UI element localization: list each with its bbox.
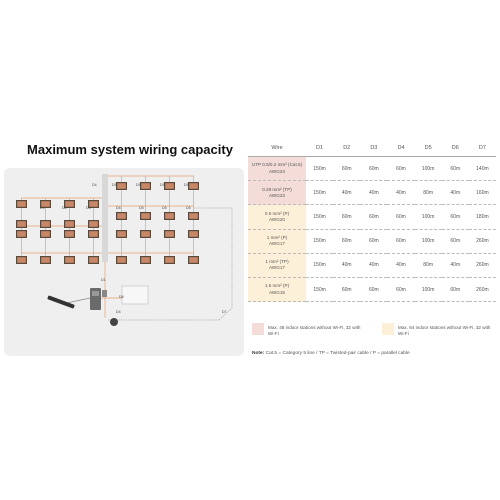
monitor-screen	[117, 257, 126, 263]
label-d3-left: D3	[86, 206, 91, 210]
indoor-monitor	[116, 230, 127, 238]
monitor-screen	[165, 213, 174, 219]
distance-cell-d5: 100m	[415, 157, 442, 181]
indoor-monitor	[88, 230, 99, 238]
monitor-screen	[41, 231, 50, 237]
label-d4-bottom: D4	[116, 310, 121, 314]
distance-cell-d1: 150m	[306, 157, 333, 181]
monitor-screen	[189, 257, 198, 263]
monitor-screen	[89, 257, 98, 263]
indoor-monitor	[116, 182, 127, 190]
distance-cell-d2: 60m	[333, 157, 360, 181]
wire-gauge: AWG17	[269, 265, 285, 271]
monitor-screen	[141, 257, 150, 263]
monitor-screen	[117, 213, 126, 219]
distance-cell-d7: 260m	[469, 277, 496, 301]
indoor-monitor	[40, 256, 51, 264]
monitor-screen	[117, 231, 126, 237]
wiring-capacity-table	[248, 140, 496, 302]
distance-cell-d7: 160m	[469, 181, 496, 205]
monitor-screen	[41, 257, 50, 263]
table-body	[248, 157, 496, 302]
indoor-monitor	[164, 256, 175, 264]
wire-type-cell	[248, 277, 306, 301]
table-row	[248, 181, 496, 205]
wire-type-name: 1 mm² (TP)	[265, 259, 289, 265]
monitor-screen	[17, 201, 26, 207]
indoor-monitor	[40, 230, 51, 238]
monitor-screen	[89, 221, 98, 227]
header-wire: Wire	[248, 140, 306, 157]
label-d6: D6	[119, 295, 124, 299]
indoor-monitor	[16, 256, 27, 264]
indoor-monitor	[140, 182, 151, 190]
distance-cell-d3: 60m	[360, 277, 387, 301]
monitor-screen	[65, 257, 74, 263]
distance-cell-d4: 60m	[387, 157, 414, 181]
distance-cell-d5: 100m	[415, 229, 442, 253]
monitor-screen	[141, 231, 150, 237]
table-row	[248, 277, 496, 301]
label-d5-mid-3: D5	[186, 206, 191, 210]
distance-cell-d6: 60m	[442, 205, 469, 229]
table-row	[248, 253, 496, 277]
monitor-screen	[165, 257, 174, 263]
wire-type-name: 1.5 mm² (P)	[264, 283, 290, 289]
indoor-monitor	[188, 182, 199, 190]
indoor-monitor	[40, 220, 51, 228]
distance-cell-d4: 40m	[387, 253, 414, 277]
wire-type-cell	[248, 229, 306, 253]
label-d2-left: D2	[62, 206, 67, 210]
indoor-monitor	[164, 182, 175, 190]
distance-cell-d4: 40m	[387, 181, 414, 205]
monitor-screen	[165, 231, 174, 237]
monitor-screen	[141, 213, 150, 219]
table-header-row	[248, 140, 496, 157]
distance-cell-d4: 60m	[387, 277, 414, 301]
monitor-screen	[17, 257, 26, 263]
label-d5-top-2: D5	[136, 183, 141, 187]
indoor-monitor	[188, 212, 199, 220]
indoor-monitor	[164, 230, 175, 238]
monitor-screen	[141, 183, 150, 189]
distance-cell-d3: 60m	[360, 229, 387, 253]
label-d7: D7	[222, 310, 227, 314]
wire-gauge: AWG23	[269, 192, 285, 198]
wire-gauge: AWG15	[269, 289, 285, 295]
distance-cell-d2: 60m	[333, 229, 360, 253]
distance-cell-d7: 260m	[469, 229, 496, 253]
legend-swatch-cream	[382, 323, 394, 335]
distance-cell-d6: 40m	[442, 181, 469, 205]
header-d7: D7	[469, 140, 496, 157]
wire-gauge: AWG20	[269, 216, 285, 222]
indoor-monitor	[116, 212, 127, 220]
distance-cell-d1: 150m	[306, 181, 333, 205]
indoor-monitor	[16, 200, 27, 208]
distance-cell-d7: 180m	[469, 205, 496, 229]
distance-cell-d2: 40m	[333, 253, 360, 277]
indoor-monitor	[16, 220, 27, 228]
distance-cell-d1: 150m	[306, 253, 333, 277]
wiring-diagram	[4, 168, 244, 356]
wire-gauge: AWG24	[269, 168, 285, 174]
router-box	[122, 286, 148, 304]
wire-gauge: AWG17	[269, 241, 285, 247]
wire-type-name: 0.28 mm² (TP)	[262, 186, 292, 192]
indoor-monitor	[140, 212, 151, 220]
distance-cell-d3: 40m	[360, 181, 387, 205]
indoor-monitor	[64, 220, 75, 228]
system-devices	[47, 174, 148, 326]
wire-type-name: 1 mm² (P)	[266, 234, 288, 240]
header-d3: D3	[360, 140, 387, 157]
monitor-screen	[165, 183, 174, 189]
indoor-monitor	[188, 230, 199, 238]
distributor-column	[102, 174, 108, 262]
footnote	[252, 351, 410, 356]
indoor-monitor	[188, 256, 199, 264]
header-d6: D6	[442, 140, 469, 157]
indoor-monitor	[64, 256, 75, 264]
label-d5-top-1: D5	[112, 183, 117, 187]
wire-type-cell	[248, 157, 306, 181]
distance-cell-d6: 40m	[442, 253, 469, 277]
monitor-screen	[17, 231, 26, 237]
monitor-screen	[41, 221, 50, 227]
table-row	[248, 157, 496, 181]
monitor-screen	[189, 231, 198, 237]
distribution-module	[102, 290, 107, 297]
distance-cell-d7: 260m	[469, 253, 496, 277]
distance-cell-d5: 100m	[415, 277, 442, 301]
indoor-monitor	[16, 230, 27, 238]
label-d4-mid: D4	[116, 206, 121, 210]
note-label: Note:	[252, 351, 265, 356]
legend-text-pink: Max. 48 indoor stations without Wi-Fi, 32 with Wi-Fi	[268, 325, 361, 337]
door-station-camera	[92, 291, 99, 296]
wire-type-cell	[248, 205, 306, 229]
indoor-monitor	[140, 256, 151, 264]
label-d5-top-3: D5	[160, 183, 165, 187]
note-text: Cat.5 = Category 5 line / TP = Twisted-pair cable / P = parallel cable	[265, 351, 410, 356]
label-d5-mid-1: D5	[139, 206, 144, 210]
header-d2: D2	[333, 140, 360, 157]
label-d5-top-4: D5	[184, 183, 189, 187]
monitor-screen	[65, 221, 74, 227]
table-row	[248, 205, 496, 229]
indoor-monitor	[164, 212, 175, 220]
label-d4-top: D4	[92, 183, 97, 187]
distance-cell-d3: 60m	[360, 157, 387, 181]
distance-cell-d4: 60m	[387, 229, 414, 253]
label-d1-left: D1	[40, 206, 45, 210]
monitor-screen	[189, 183, 198, 189]
monitor-screen	[117, 183, 126, 189]
distance-cell-d1: 150m	[306, 229, 333, 253]
indoor-monitor	[116, 256, 127, 264]
monitor-screen	[17, 221, 26, 227]
monitor-screen	[189, 213, 198, 219]
indoor-monitor	[140, 230, 151, 238]
distance-cell-d3: 60m	[360, 205, 387, 229]
header-d5: D5	[415, 140, 442, 157]
distance-cell-d3: 40m	[360, 253, 387, 277]
page-title: Maximum system wiring capacity	[27, 142, 233, 157]
distance-cell-d2: 60m	[333, 277, 360, 301]
distance-cell-d2: 60m	[333, 205, 360, 229]
distance-cell-d2: 40m	[333, 181, 360, 205]
header-d4: D4	[387, 140, 414, 157]
camera-device	[110, 318, 118, 326]
distance-cell-d5: 80m	[415, 181, 442, 205]
wire-type-name: 0.5 mm² (P)	[264, 210, 290, 216]
legend-swatch-pink	[252, 323, 264, 335]
wiring-diagram-canvas	[4, 168, 244, 356]
distance-cell-d6: 60m	[442, 157, 469, 181]
label-d1-station: D1	[101, 278, 106, 282]
distance-cell-d1: 150m	[306, 205, 333, 229]
distance-cell-d4: 60m	[387, 205, 414, 229]
distance-cell-d6: 60m	[442, 229, 469, 253]
distance-cell-d5: 100m	[415, 205, 442, 229]
header-d1: D1	[306, 140, 333, 157]
label-d5-mid-2: D5	[162, 206, 167, 210]
distance-cell-d7: 140m	[469, 157, 496, 181]
monitor-screen	[89, 231, 98, 237]
indoor-monitor	[88, 256, 99, 264]
monitor-screen	[65, 231, 74, 237]
distance-cell-d5: 80m	[415, 253, 442, 277]
distance-cell-d1: 150m	[306, 277, 333, 301]
legend-text-cream: Max. 64 indoor stations without Wi-Fi, 32 with Wi-Fi	[398, 325, 491, 337]
wire-type-cell	[248, 253, 306, 277]
table-row	[248, 229, 496, 253]
wire-type-cell	[248, 181, 306, 205]
wire-type-name: UTP 0.5/0.2 mm² (Cat.5)	[251, 162, 303, 168]
indoor-monitor	[88, 220, 99, 228]
indoor-monitor	[64, 230, 75, 238]
distance-cell-d6: 60m	[442, 277, 469, 301]
